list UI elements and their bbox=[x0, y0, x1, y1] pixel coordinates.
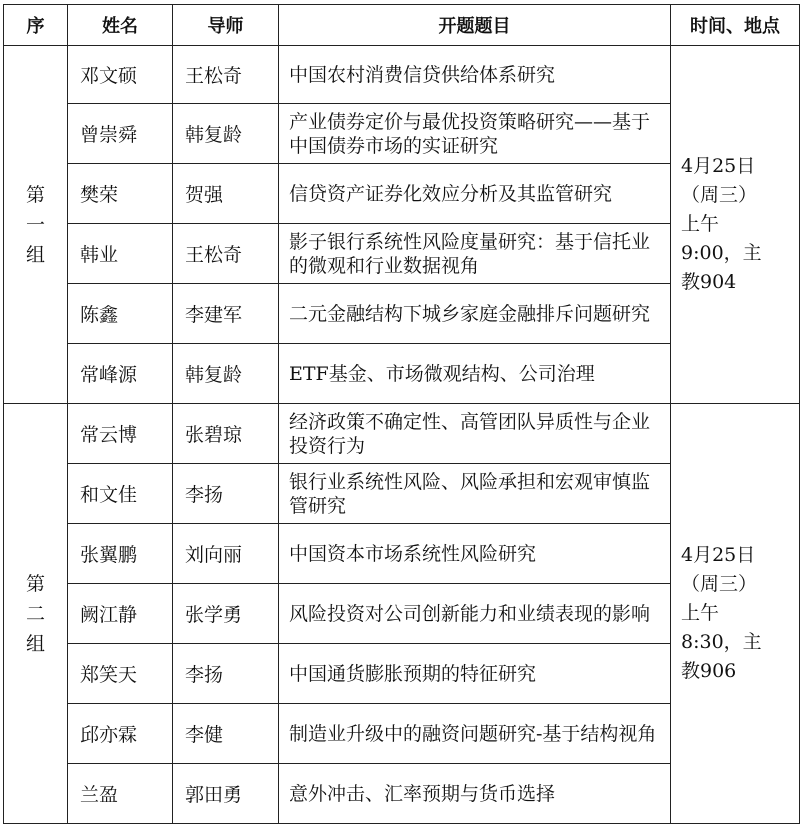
advisor-name: 王松奇 bbox=[173, 224, 279, 284]
advisor-name: 贺强 bbox=[173, 164, 279, 224]
thesis-topic: 风险投资对公司创新能力和业绩表现的影响 bbox=[279, 584, 671, 644]
thesis-topic: 制造业升级中的融资问题研究-基于结构视角 bbox=[279, 704, 671, 764]
table-row bbox=[4, 46, 800, 104]
student-name: 张翼鹏 bbox=[68, 524, 173, 584]
header-time-place: 时间、地点 bbox=[671, 5, 800, 46]
time-line: 4月25日 bbox=[681, 544, 756, 566]
advisor-name: 张学勇 bbox=[173, 584, 279, 644]
student-name: 樊荣 bbox=[68, 164, 173, 224]
thesis-topic: 二元金融结构下城乡家庭金融排斥问题研究 bbox=[279, 284, 671, 344]
thesis-topic: 影子银行系统性风险度量研究：基于信托业的微观和行业数据视角 bbox=[279, 224, 671, 284]
header-name: 姓名 bbox=[68, 5, 173, 46]
schedule-table bbox=[3, 4, 800, 824]
thesis-topic: 经济政策不确定性、高管团队异质性与企业投资行为 bbox=[279, 404, 671, 464]
advisor-name: 韩复龄 bbox=[173, 104, 279, 164]
advisor-name: 韩复龄 bbox=[173, 344, 279, 404]
time-line: 教906 bbox=[681, 660, 737, 682]
student-name: 曾崇舜 bbox=[68, 104, 173, 164]
student-name: 常峰源 bbox=[68, 344, 173, 404]
student-name: 陈鑫 bbox=[68, 284, 173, 344]
header-row bbox=[4, 5, 800, 46]
student-name: 常云博 bbox=[68, 404, 173, 464]
table-row bbox=[4, 404, 800, 464]
group-label: 第一组 bbox=[4, 46, 68, 404]
thesis-topic: 中国通货膨胀预期的特征研究 bbox=[279, 644, 671, 704]
advisor-name: 王松奇 bbox=[173, 46, 279, 104]
header-topic: 开题题目 bbox=[279, 5, 671, 46]
time-line: 8:30，主 bbox=[681, 631, 762, 653]
thesis-topic: 意外冲击、汇率预期与货币选择 bbox=[279, 764, 671, 824]
thesis-topic: 信贷资产证券化效应分析及其监管研究 bbox=[279, 164, 671, 224]
thesis-topic: ETF基金、市场微观结构、公司治理 bbox=[279, 344, 671, 404]
time-line: （周三） bbox=[681, 184, 758, 206]
advisor-name: 张碧琼 bbox=[173, 404, 279, 464]
student-name: 阙江静 bbox=[68, 584, 173, 644]
advisor-name: 李扬 bbox=[173, 644, 279, 704]
thesis-topic: 产业债券定价与最优投资策略研究——基于中国债券市场的实证研究 bbox=[279, 104, 671, 164]
student-name: 邓文硕 bbox=[68, 46, 173, 104]
header-seq: 序 bbox=[4, 5, 68, 46]
time-line: 4月25日 bbox=[681, 155, 756, 177]
advisor-name: 李建军 bbox=[173, 284, 279, 344]
student-name: 和文佳 bbox=[68, 464, 173, 524]
time-line: （周三） bbox=[681, 573, 758, 595]
thesis-topic: 银行业系统性风险、风险承担和宏观审慎监管研究 bbox=[279, 464, 671, 524]
time-line: 教904 bbox=[681, 271, 737, 293]
student-name: 郑笑天 bbox=[68, 644, 173, 704]
time-place bbox=[671, 404, 800, 824]
group-label: 第二组 bbox=[4, 404, 68, 824]
advisor-name: 李扬 bbox=[173, 464, 279, 524]
student-name: 韩业 bbox=[68, 224, 173, 284]
time-line: 上午 bbox=[681, 213, 720, 235]
advisor-name: 刘向丽 bbox=[173, 524, 279, 584]
advisor-name: 郭田勇 bbox=[173, 764, 279, 824]
student-name: 邱亦霖 bbox=[68, 704, 173, 764]
header-advisor: 导师 bbox=[173, 5, 279, 46]
thesis-topic: 中国资本市场系统性风险研究 bbox=[279, 524, 671, 584]
thesis-topic: 中国农村消费信贷供给体系研究 bbox=[279, 46, 671, 104]
time-line: 上午 bbox=[681, 602, 720, 624]
time-line: 9:00，主 bbox=[681, 242, 762, 264]
advisor-name: 李健 bbox=[173, 704, 279, 764]
time-place bbox=[671, 46, 800, 404]
student-name: 兰盈 bbox=[68, 764, 173, 824]
